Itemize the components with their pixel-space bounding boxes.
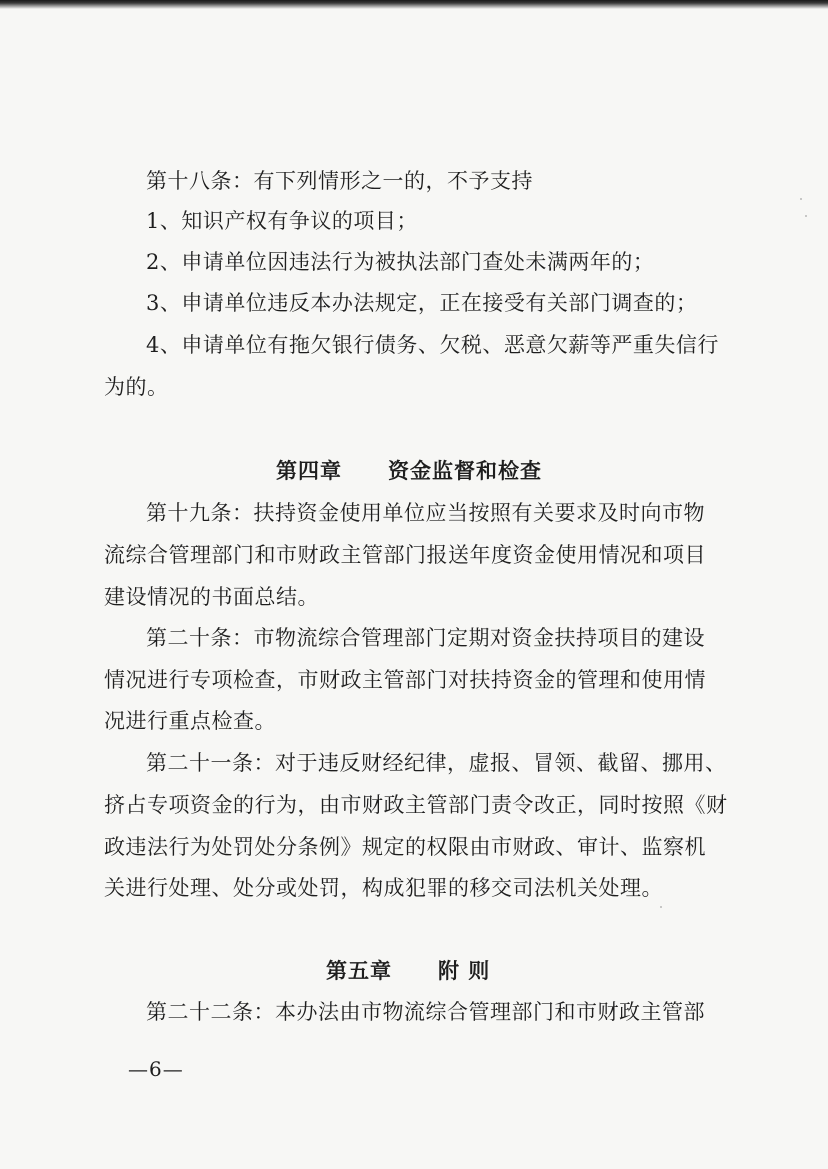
scan-speck xyxy=(800,198,802,200)
scan-speck xyxy=(805,215,807,217)
chapter-4-title: 资金监督和检查 xyxy=(388,458,542,483)
article-20-line-2: 情况进行专项检查，市财政主管部门对扶持资金的管理和使用情 xyxy=(104,668,706,692)
article-19-line-2: 流综合管理部门和市财政主管部门报送年度资金使用情况和项目 xyxy=(104,543,706,567)
article-18-item-2: 2、申请单位因违法行为被执法部门查处未满两年的； xyxy=(146,250,655,274)
article-18-item-3: 3、申请单位违反本办法规定，正在接受有关部门调查的； xyxy=(146,291,698,315)
article-18-item-1: 1、知识产权有争议的项目； xyxy=(146,209,418,233)
article-21-line-4: 关进行处理、处分或处罚，构成犯罪的移交司法机关处理。 xyxy=(104,876,663,900)
article-20-line-1: 第二十条：市物流综合管理部门定期对资金扶持项目的建设 xyxy=(146,626,705,650)
article-18-title: 第十八条：有下列情形之一的，不予支持 xyxy=(146,169,533,193)
chapter-5-number: 第五章 xyxy=(326,958,392,983)
article-22-line-1: 第二十二条：本办法由市物流综合管理部门和市财政主管部 xyxy=(146,1000,705,1024)
chapter-5-title: 附 则 xyxy=(438,958,491,983)
article-18-item-4: 4、申请单位有拖欠银行债务、欠税、恶意欠薪等严重失信行 xyxy=(146,333,719,357)
scan-speck xyxy=(660,906,662,908)
article-21-line-3: 政违法行为处罚处分条例》规定的权限由市财政、审计、监察机 xyxy=(104,835,706,859)
article-19-line-1: 第十九条：扶持资金使用单位应当按照有关要求及时向市物 xyxy=(146,501,705,525)
page-number: —6— xyxy=(128,1057,184,1081)
chapter-4-heading xyxy=(276,456,542,486)
article-21-line-1: 第二十一条：对于违反财经纪律，虚报、冒领、截留、挪用、 xyxy=(146,751,727,775)
chapter-5-heading xyxy=(326,956,490,986)
article-21-line-2: 挤占专项资金的行为，由市财政主管部门责令改正，同时按照《财 xyxy=(104,793,728,817)
article-20-line-3: 况进行重点检查。 xyxy=(104,709,276,733)
article-19-line-3: 建设情况的书面总结。 xyxy=(104,585,319,609)
article-18-item-4-cont: 为的。 xyxy=(104,375,169,399)
chapter-4-number: 第四章 xyxy=(276,458,342,483)
